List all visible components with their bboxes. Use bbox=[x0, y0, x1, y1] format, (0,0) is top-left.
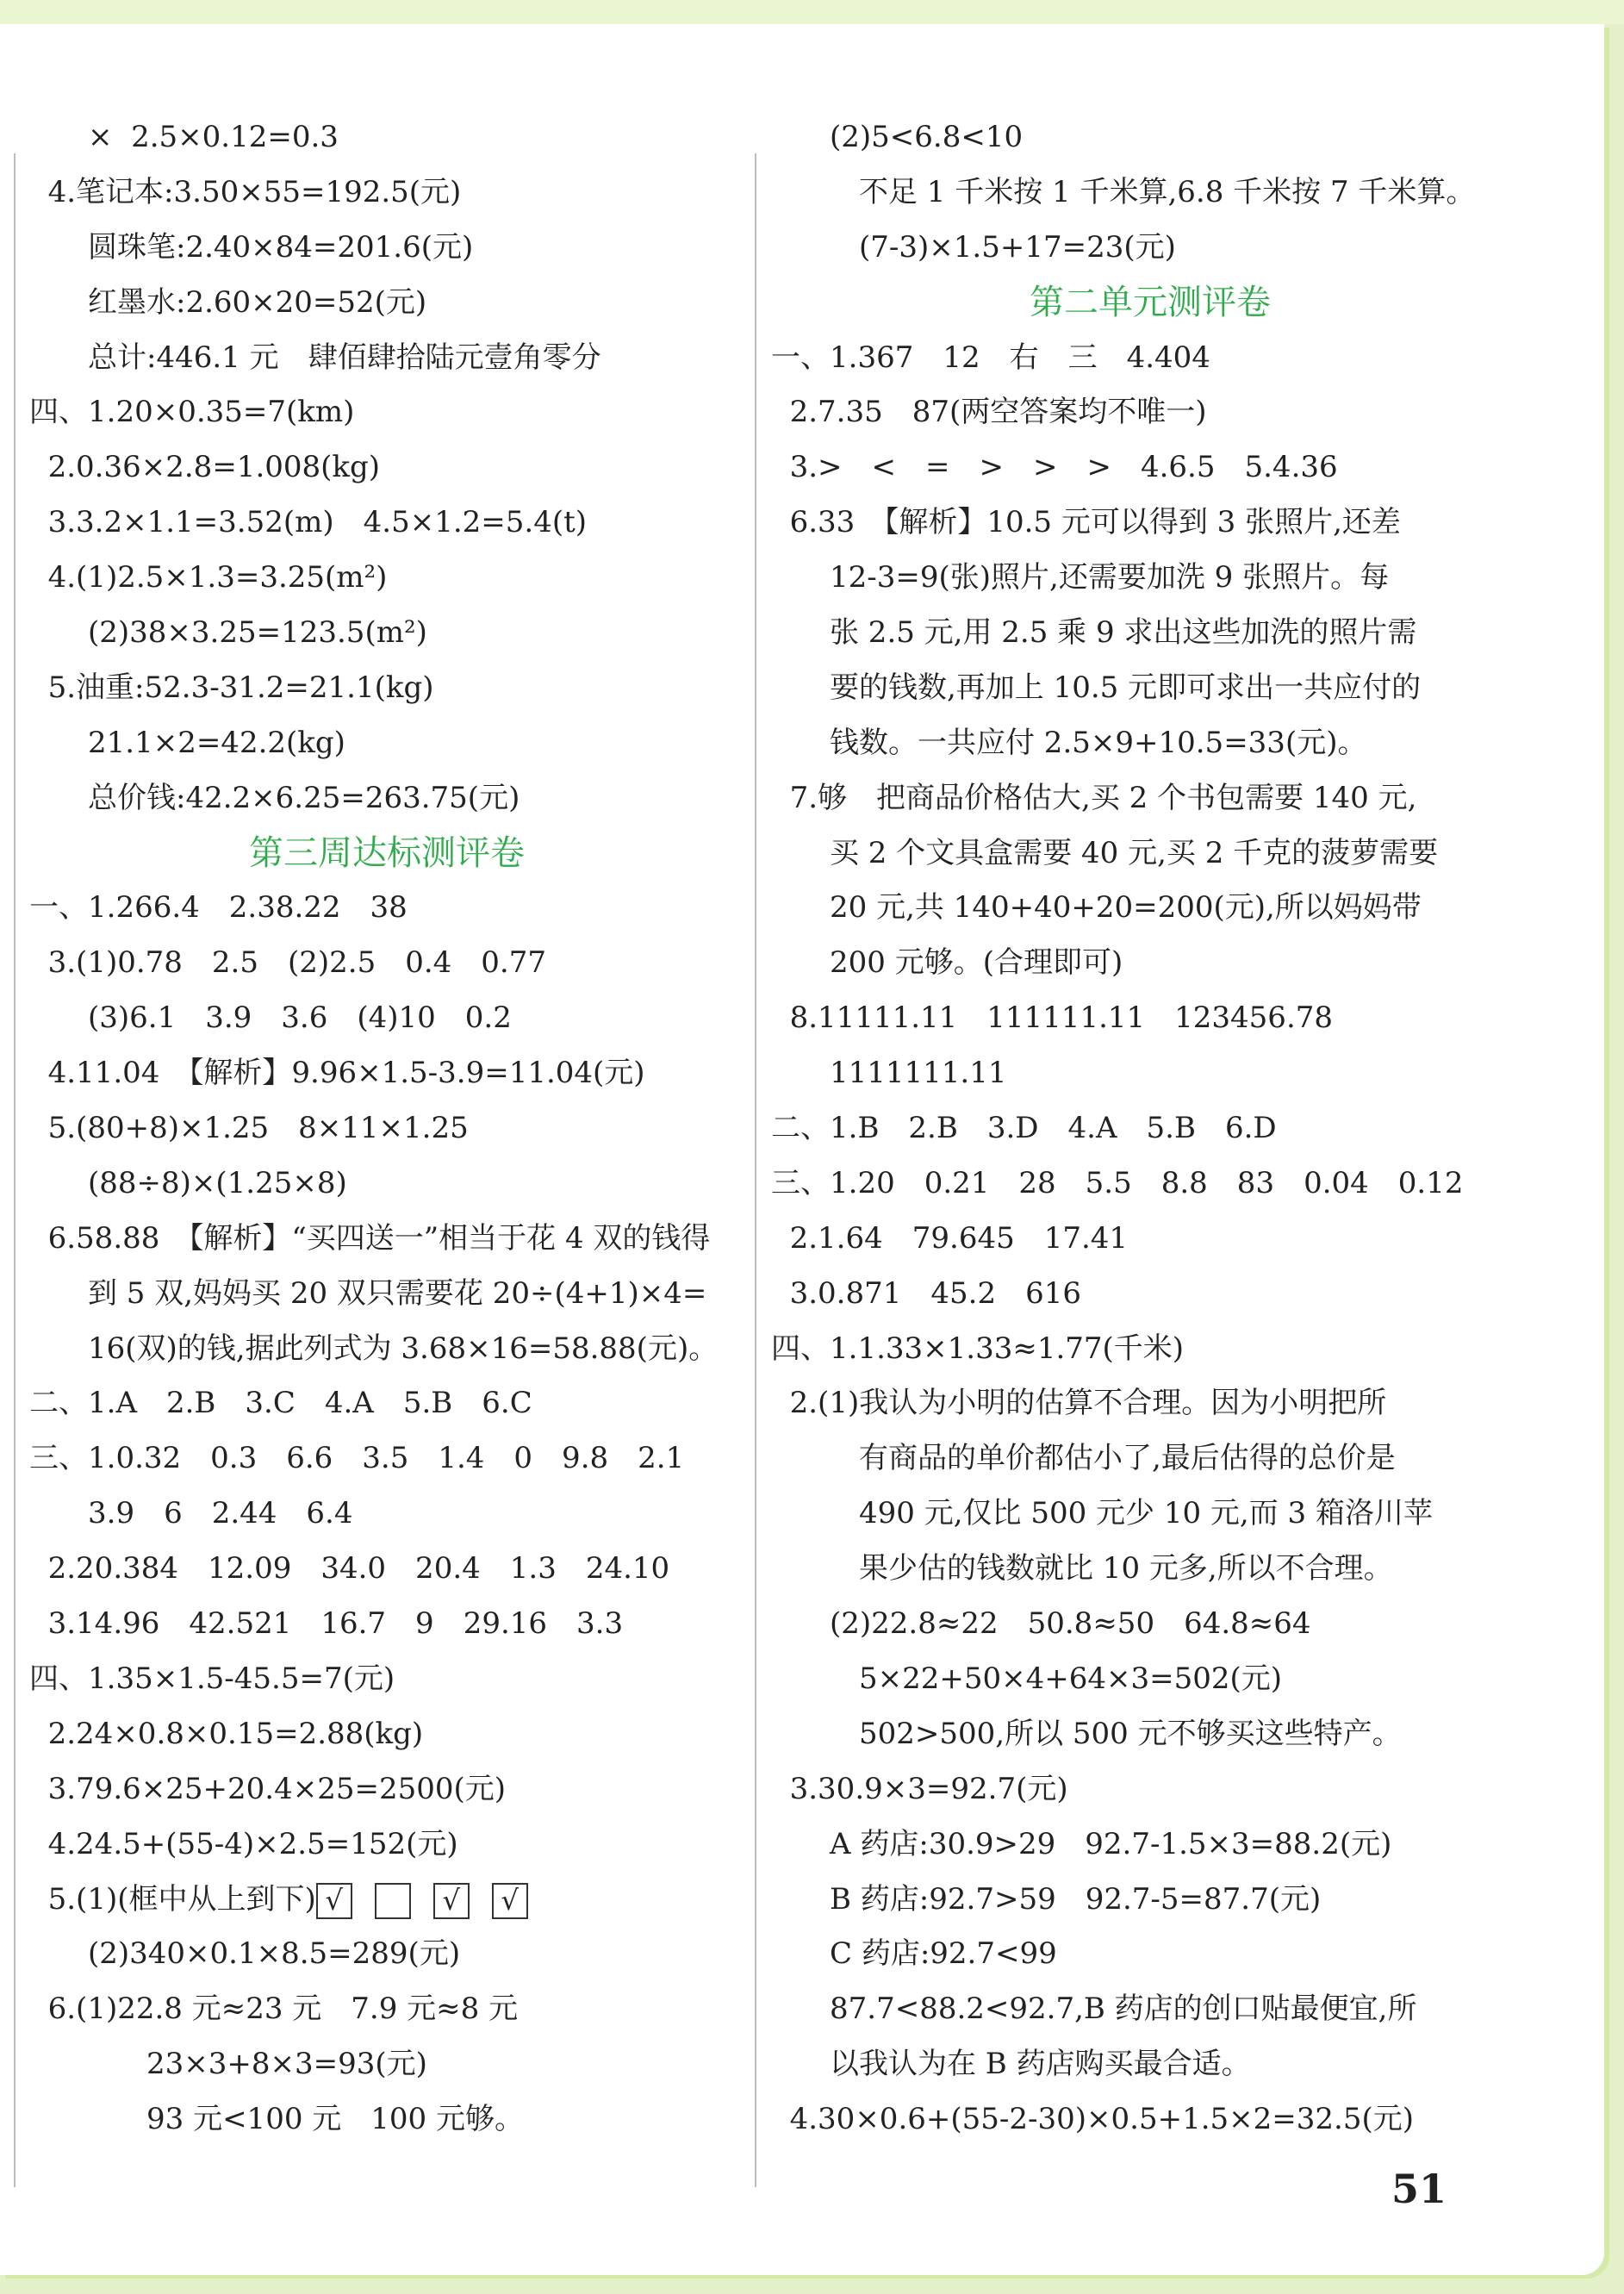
answer-line: 买 2 个文具盒需要 40 元,买 2 千克的菠萝需要 bbox=[771, 835, 1439, 870]
answer-line-checkboxes bbox=[29, 1873, 744, 1928]
answer-line: 5.(80+8)×1.25 8×11×1.25 bbox=[29, 1111, 469, 1146]
answer-line: 21.1×2=42.2(kg) bbox=[29, 725, 345, 760]
answer-line: 钱数。一共应付 2.5×9+10.5=33(元)。 bbox=[771, 725, 1367, 760]
answer-line: 6.33 【解析】10.5 元可以得到 3 张照片,还差 bbox=[771, 505, 1401, 540]
answer-line: 3.> < = > > > 4.6.5 5.4.36 bbox=[771, 450, 1338, 485]
answer-line-text: 5.(1)(框中从上到下) bbox=[29, 1881, 316, 1917]
answer-line: 圆珠笔:2.40×84=201.6(元) bbox=[29, 229, 474, 265]
answer-line: 16(双)的钱,据此列式为 3.68×16=58.88(元)。 bbox=[29, 1331, 719, 1366]
answer-checkbox bbox=[375, 1883, 411, 1919]
answer-line: 一、1.367 12 右 三 4.404 bbox=[771, 340, 1210, 375]
answer-line: (3)6.1 3.9 3.6 (4)10 0.2 bbox=[29, 1001, 512, 1036]
answer-line: 总价钱:42.2×6.25=263.75(元) bbox=[29, 780, 520, 815]
answer-line: 5×22+50×4+64×3=502(元) bbox=[771, 1661, 1283, 1696]
answer-line: 490 元,仅比 500 元少 10 元,而 3 箱洛川苹 bbox=[771, 1496, 1433, 1531]
answer-line: 不足 1 千米按 1 千米算,6.8 千米按 7 千米算。 bbox=[771, 174, 1476, 209]
answer-line: 四、1.1.33×1.33≈1.77(千米) bbox=[771, 1331, 1185, 1366]
right-column bbox=[771, 110, 1529, 2148]
answer-line: 二、1.B 2.B 3.D 4.A 5.B 6.D bbox=[771, 1111, 1277, 1146]
answer-line: 有商品的单价都估小了,最后估得的总价是 bbox=[771, 1441, 1396, 1476]
answer-line: (88÷8)×(1.25×8) bbox=[29, 1165, 347, 1200]
answer-line: 200 元够。(合理即可) bbox=[771, 945, 1123, 981]
section-heading: 第二单元测评卷 bbox=[1030, 282, 1271, 322]
answer-line: 3.14.96 42.521 16.7 9 29.16 3.3 bbox=[29, 1606, 624, 1642]
answer-line: 3.9 6 2.44 6.4 bbox=[29, 1496, 353, 1531]
answer-line: 2.0.36×2.8=1.008(kg) bbox=[29, 450, 381, 485]
answer-line: 3.0.871 45.2 616 bbox=[771, 1275, 1081, 1311]
answer-line: 4.(1)2.5×1.3=3.25(m²) bbox=[29, 560, 388, 595]
answer-line: 4.笔记本:3.50×55=192.5(元) bbox=[29, 174, 462, 209]
answer-line: 93 元<100 元 100 元够。 bbox=[29, 2102, 524, 2137]
answer-line: A 药店:30.9>29 92.7-1.5×3=88.2(元) bbox=[771, 1826, 1392, 1861]
answer-line: 到 5 双,妈妈买 20 双只需要花 20÷(4+1)×4= bbox=[29, 1275, 707, 1311]
answer-line: 2.24×0.8×0.15=2.88(kg) bbox=[29, 1716, 424, 1751]
answer-line: 要的钱数,再加上 10.5 元即可求出一共应付的 bbox=[771, 670, 1422, 705]
left-margin-rule bbox=[14, 153, 16, 2187]
answer-line: 3.79.6×25+20.4×25=2500(元) bbox=[29, 1771, 506, 1806]
answer-line: 87.7<88.2<92.7,B 药店的创口贴最便宜,所 bbox=[771, 1992, 1417, 2027]
answer-line: 红墨水:2.60×20=52(元) bbox=[29, 284, 427, 320]
column-divider bbox=[755, 153, 756, 2187]
answer-line: 4.30×0.6+(55-2-30)×0.5+1.5×2=32.5(元) bbox=[771, 2102, 1414, 2137]
page-number: 51 bbox=[1391, 2166, 1447, 2212]
top-band bbox=[0, 0, 1624, 24]
answer-line: 23×3+8×3=93(元) bbox=[29, 2047, 427, 2082]
section-heading: 第三周达标测评卷 bbox=[249, 832, 525, 873]
answer-line: 3.30.9×3=92.7(元) bbox=[771, 1771, 1068, 1806]
answer-line: (2)22.8≈22 50.8≈50 64.8≈64 bbox=[771, 1606, 1311, 1642]
answer-line: 一、1.266.4 2.38.22 38 bbox=[29, 890, 408, 926]
answer-page bbox=[0, 24, 1604, 2275]
answer-line: (7-3)×1.5+17=23(元) bbox=[771, 229, 1176, 265]
answer-line: 20 元,共 140+40+20=200(元),所以妈妈带 bbox=[771, 890, 1422, 926]
answer-line: 3.3.2×1.1=3.52(m) 4.5×1.2=5.4(t) bbox=[29, 505, 588, 540]
answer-line: 5.油重:52.3-31.2=21.1(kg) bbox=[29, 670, 434, 705]
answer-line: 6.58.88 【解析】“买四送一”相当于花 4 双的钱得 bbox=[29, 1220, 711, 1256]
answer-line: 以我认为在 B 药店购买最合适。 bbox=[771, 2047, 1251, 2082]
left-column bbox=[29, 110, 744, 2148]
answer-line: (2)38×3.25=123.5(m²) bbox=[29, 615, 427, 651]
answer-line: 三、1.20 0.21 28 5.5 8.8 83 0.04 0.12 bbox=[771, 1165, 1464, 1200]
answer-line: B 药店:92.7>59 92.7-5=87.7(元) bbox=[771, 1881, 1322, 1917]
answer-checkbox: √ bbox=[316, 1883, 352, 1919]
answer-line: 二、1.A 2.B 3.C 4.A 5.B 6.C bbox=[29, 1386, 532, 1421]
answer-checkbox: √ bbox=[433, 1883, 470, 1919]
answer-line: C 药店:92.7<99 bbox=[771, 1936, 1057, 1972]
answer-line: (2)340×0.1×8.5=289(元) bbox=[29, 1936, 461, 1972]
answer-line: 2.20.384 12.09 34.0 20.4 1.3 24.10 bbox=[29, 1551, 670, 1586]
answer-line: 总计:446.1 元 肆佰肆拾陆元壹角零分 bbox=[29, 340, 601, 375]
answer-line: 2.(1)我认为小明的估算不合理。因为小明把所 bbox=[771, 1386, 1387, 1421]
answer-line: (2)5<6.8<10 bbox=[771, 120, 1024, 154]
answer-line: 7.够 把商品价格估大,买 2 个书包需要 140 元, bbox=[771, 780, 1417, 815]
answer-line: 三、1.0.32 0.3 6.6 3.5 1.4 0 9.8 2.1 bbox=[29, 1441, 685, 1476]
answer-line: 4.24.5+(55-4)×2.5=152(元) bbox=[29, 1826, 458, 1861]
answer-line: 果少估的钱数就比 10 元多,所以不合理。 bbox=[771, 1551, 1393, 1586]
answer-line: 3.(1)0.78 2.5 (2)2.5 0.4 0.77 bbox=[29, 945, 546, 981]
answer-line: 4.11.04 【解析】9.96×1.5-3.9=11.04(元) bbox=[29, 1056, 645, 1091]
answer-line: 四、1.35×1.5-45.5=7(元) bbox=[29, 1661, 395, 1696]
answer-line: 6.(1)22.8 元≈23 元 7.9 元≈8 元 bbox=[29, 1992, 519, 2027]
answer-line: 四、1.20×0.35=7(km) bbox=[29, 395, 355, 430]
answer-line: × 2.5×0.12=0.3 bbox=[29, 120, 339, 154]
answer-line: 8.11111.11 111111.11 123456.78 bbox=[771, 1001, 1334, 1036]
answer-checkbox: √ bbox=[492, 1883, 528, 1919]
answer-line: 2.7.35 87(两空答案均不唯一) bbox=[771, 395, 1207, 430]
answer-line: 2.1.64 79.645 17.41 bbox=[771, 1220, 1129, 1256]
answer-line: 502>500,所以 500 元不够买这些特产。 bbox=[771, 1716, 1402, 1751]
answer-line: 12-3=9(张)照片,还需要加洗 9 张照片。每 bbox=[771, 560, 1390, 595]
answer-line: 1111111.11 bbox=[771, 1056, 1007, 1091]
answer-line: 张 2.5 元,用 2.5 乘 9 求出这些加洗的照片需 bbox=[771, 615, 1417, 651]
